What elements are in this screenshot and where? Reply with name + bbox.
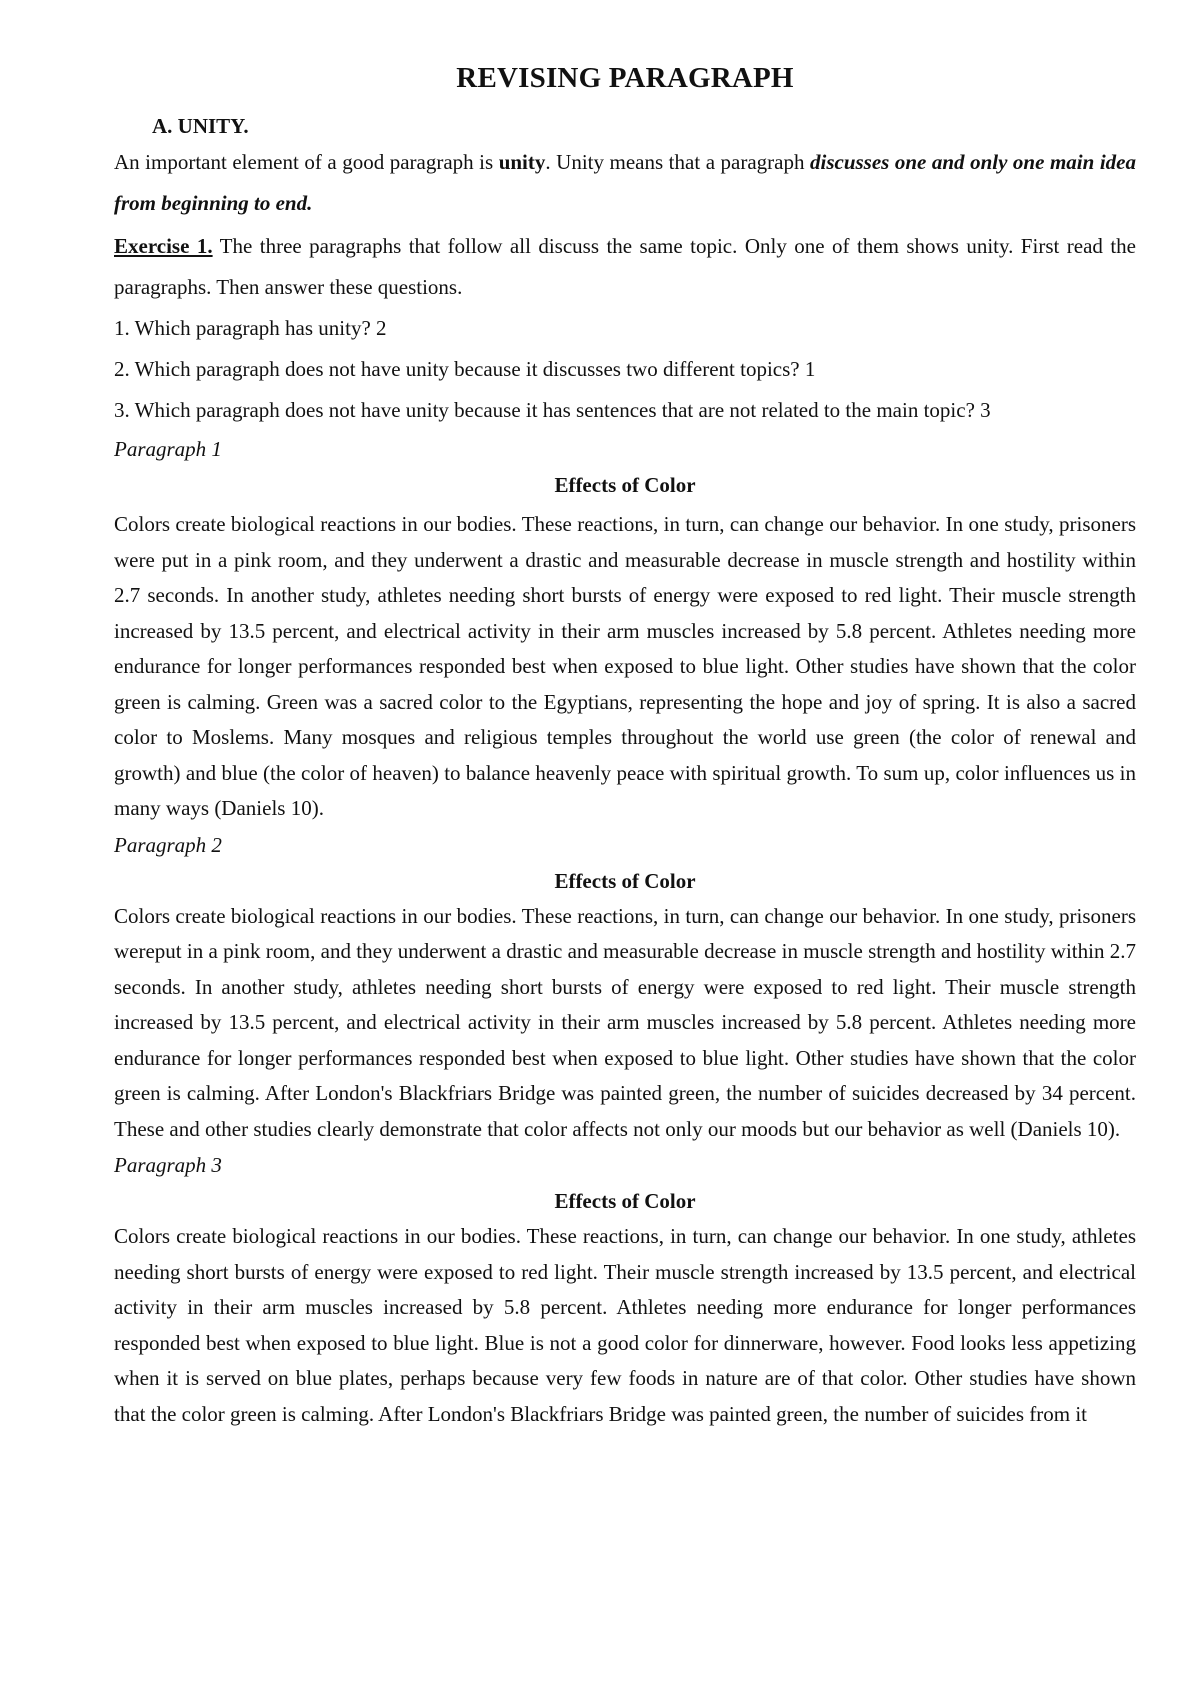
paragraph-1-text: Colors create biological reactions in our bodies. These reactions, in turn, can change our behavior. In one study, prisoners were put in a pink room, and they underwent a drastic and measurable decrease in muscle strength and hostility within 2.7 seconds. In another study, athletes needing short bursts of energy were exposed to red light. Their muscle strength increased by 13.5 percent, and electrical activity in their arm muscles increased by 5.8 percent. Athletes needing more endurance for longer performances responded best when exposed to blue light. Other studies have shown that the color green is calming. Green was a sacred color to the Egyptians, representing the hope and joy of spring. It is also a sacred color to Moslems. Many mosques and religious temples throughout the world use green (the color of renewal and growth) and blue (the color of heaven) to balance heavenly peace with spiritual growth. To sum up, color influences us in many ways (Daniels 10).	[114, 512, 1136, 820]
paragraph-3-label: Paragraph 3	[114, 1153, 222, 1177]
question-1: 1. Which paragraph has unity? 2	[114, 316, 387, 340]
paragraph-1-title: Effects of Color	[554, 473, 696, 497]
section-heading-unity: A. UNITY.	[152, 114, 249, 138]
paragraph-2-label: Paragraph 2	[114, 832, 222, 857]
paragraph-3-text: Colors create biological reactions in our bodies. These reactions, in turn, can change our behavior. In one study, athletes needing short bursts of energy were exposed to red light. Their muscle strength increased by 13.5 percent, and electrical activity in their arm muscles increased by 5.8 percent. Athletes needing more endurance for longer performances responded best when exposed to blue light. Blue is not a good color for dinnerware, however. Food looks less appetizing when it is served on blue plates, perhaps because very few foods in nature are of that color. Other studies have shown that the color green is calming. After London's Blackfriars Bridge was painted green, the number of suicides from it	[114, 1224, 1136, 1426]
exercise-instructions	[114, 226, 1136, 308]
question-2: 2. Which paragraph does not have unity because it discusses two different topics? 1	[114, 357, 816, 381]
document-page	[114, 58, 1136, 1432]
paragraph-2-title: Effects of Color	[554, 868, 696, 893]
paragraph-2-text: Colors create biological reactions in our bodies. These reactions, in turn, can change our behavior. In one study, prisoners wereput in a pink room, and they underwent a drastic and measurable decrease in muscle strength and hostility within 2.7 seconds. In another study, athletes needing short bursts of energy were exposed to red light. Their muscle strength increased by 13.5 percent, and electrical activity in their arm muscles increased by 5.8 percent. Athletes needing more endurance for longer performances responded best when exposed to blue light. Other studies have shown that the color green is calming. After London's Blackfriars Bridge was painted green, the number of suicides decreased by 34 percent. These and other studies clearly demonstrate that color affects not only our moods but our behavior as well (Daniels 10).	[114, 903, 1136, 1141]
paragraph-1-label: Paragraph 1	[114, 437, 222, 461]
paragraph-3-title: Effects of Color	[554, 1189, 696, 1213]
exercise-text: The three paragraphs that follow all discuss the same topic. Only one of them shows unity. First read the paragraphs. Then answer these questions.	[114, 234, 1136, 299]
intro-text-1: An important element of a good paragraph is	[114, 150, 499, 174]
intro-paragraph	[114, 142, 1136, 224]
intro-text-2: . Unity means that a paragraph	[545, 150, 810, 174]
exercise-label: Exercise 1.	[114, 234, 213, 258]
page-title: REVISING PARAGRAPH	[456, 62, 794, 94]
intro-emphasis: discusses one and only one main idea from beginning to end.	[114, 150, 1136, 215]
intro-bold-word: unity	[498, 150, 546, 174]
question-3: 3. Which paragraph does not have unity because it has sentences that are not related to the main topic? 3	[114, 398, 991, 422]
